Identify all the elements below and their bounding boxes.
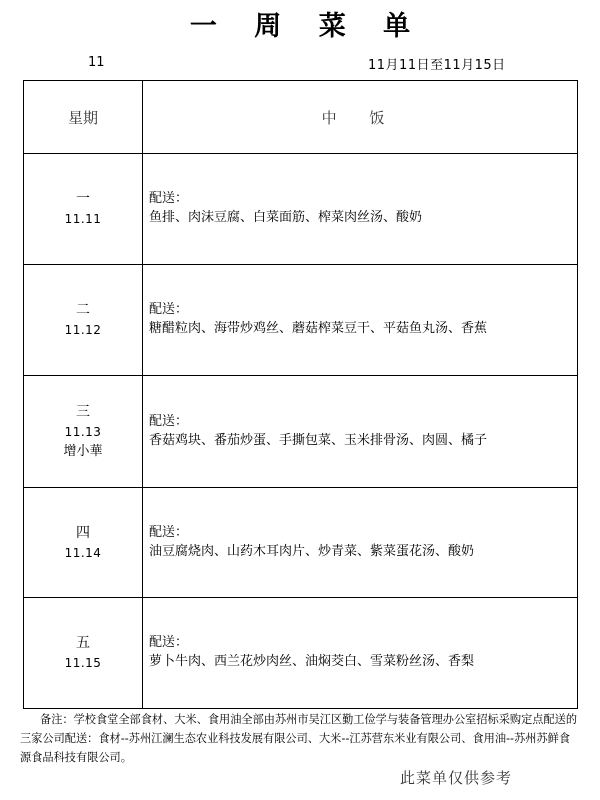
day-date: 11.13 <box>64 424 102 439</box>
day-date: 11.12 <box>64 323 102 337</box>
date-range: 11月11日至11月15日 <box>368 58 506 73</box>
header-lunch: 中 饭 <box>143 81 578 154</box>
weekday-label: 五 <box>76 635 90 651</box>
lunch-cell <box>143 488 578 598</box>
day-date: 11.11 <box>64 212 102 226</box>
duty-note: 增小華 <box>63 443 103 459</box>
delivery-label: 配送： <box>149 524 189 540</box>
day-cell <box>24 488 143 598</box>
day-date: 11.14 <box>64 545 102 560</box>
lunch-cell <box>143 154 578 265</box>
delivery-label: 配送： <box>149 191 189 206</box>
table-header-row <box>24 81 578 154</box>
weekday-label: 四 <box>76 524 90 541</box>
table-row <box>24 488 578 598</box>
lunch-cell <box>143 376 578 488</box>
table-row <box>24 154 578 265</box>
dish-list: 萝卜牛肉、西兰花炒肉丝、油焖茭白、雪菜粉丝汤、香梨 <box>149 654 475 669</box>
header-weekday: 星期 <box>24 81 143 154</box>
dish-list: 鱼排、肉沫豆腐、白菜面筋、榨菜肉丝汤、酸奶 <box>149 210 423 225</box>
week-number: 11 <box>88 55 105 70</box>
page-title: 一 周 菜 单 <box>189 11 425 42</box>
weekday-label: 三 <box>76 403 90 420</box>
remarks-note: 备注：学校食堂全部食材、大米、食用油全部由苏州市吴江区勤工俭学与装备管理办公室招标采购定点配送的三家公司配送：食材--苏州江澜生态农业科技发展有限公司、大米--江苏营东米业有限公司、食用油--苏州苏鲜食源食品科技有限公司。 <box>20 713 578 764</box>
dish-list: 油豆腐烧肉、山药木耳肉片、炒青菜、紫菜蛋花汤、酸奶 <box>149 543 475 559</box>
lunch-cell <box>143 598 578 709</box>
weekday-label: 二 <box>76 302 90 318</box>
delivery-label: 配送： <box>149 635 189 650</box>
reference-footer: 此菜单仅供参考 <box>400 769 513 787</box>
table-row <box>24 598 578 709</box>
day-cell <box>24 265 143 376</box>
day-cell <box>24 598 143 709</box>
day-cell <box>24 376 143 488</box>
table-row <box>24 376 578 488</box>
lunch-cell <box>143 265 578 376</box>
delivery-label: 配送： <box>149 413 189 429</box>
menu-table <box>23 80 578 709</box>
dish-list: 香菇鸡块、番茄炒蛋、手撕包菜、玉米排骨汤、肉圆、橘子 <box>149 432 488 448</box>
day-date: 11.15 <box>64 656 102 670</box>
dish-list: 糖醋粒肉、海带炒鸡丝、蘑菇榨菜豆干、平菇鱼丸汤、香蕉 <box>149 321 488 336</box>
table-row <box>24 265 578 376</box>
delivery-label: 配送： <box>149 302 189 317</box>
day-cell <box>24 154 143 265</box>
weekday-label: 一 <box>76 191 90 207</box>
